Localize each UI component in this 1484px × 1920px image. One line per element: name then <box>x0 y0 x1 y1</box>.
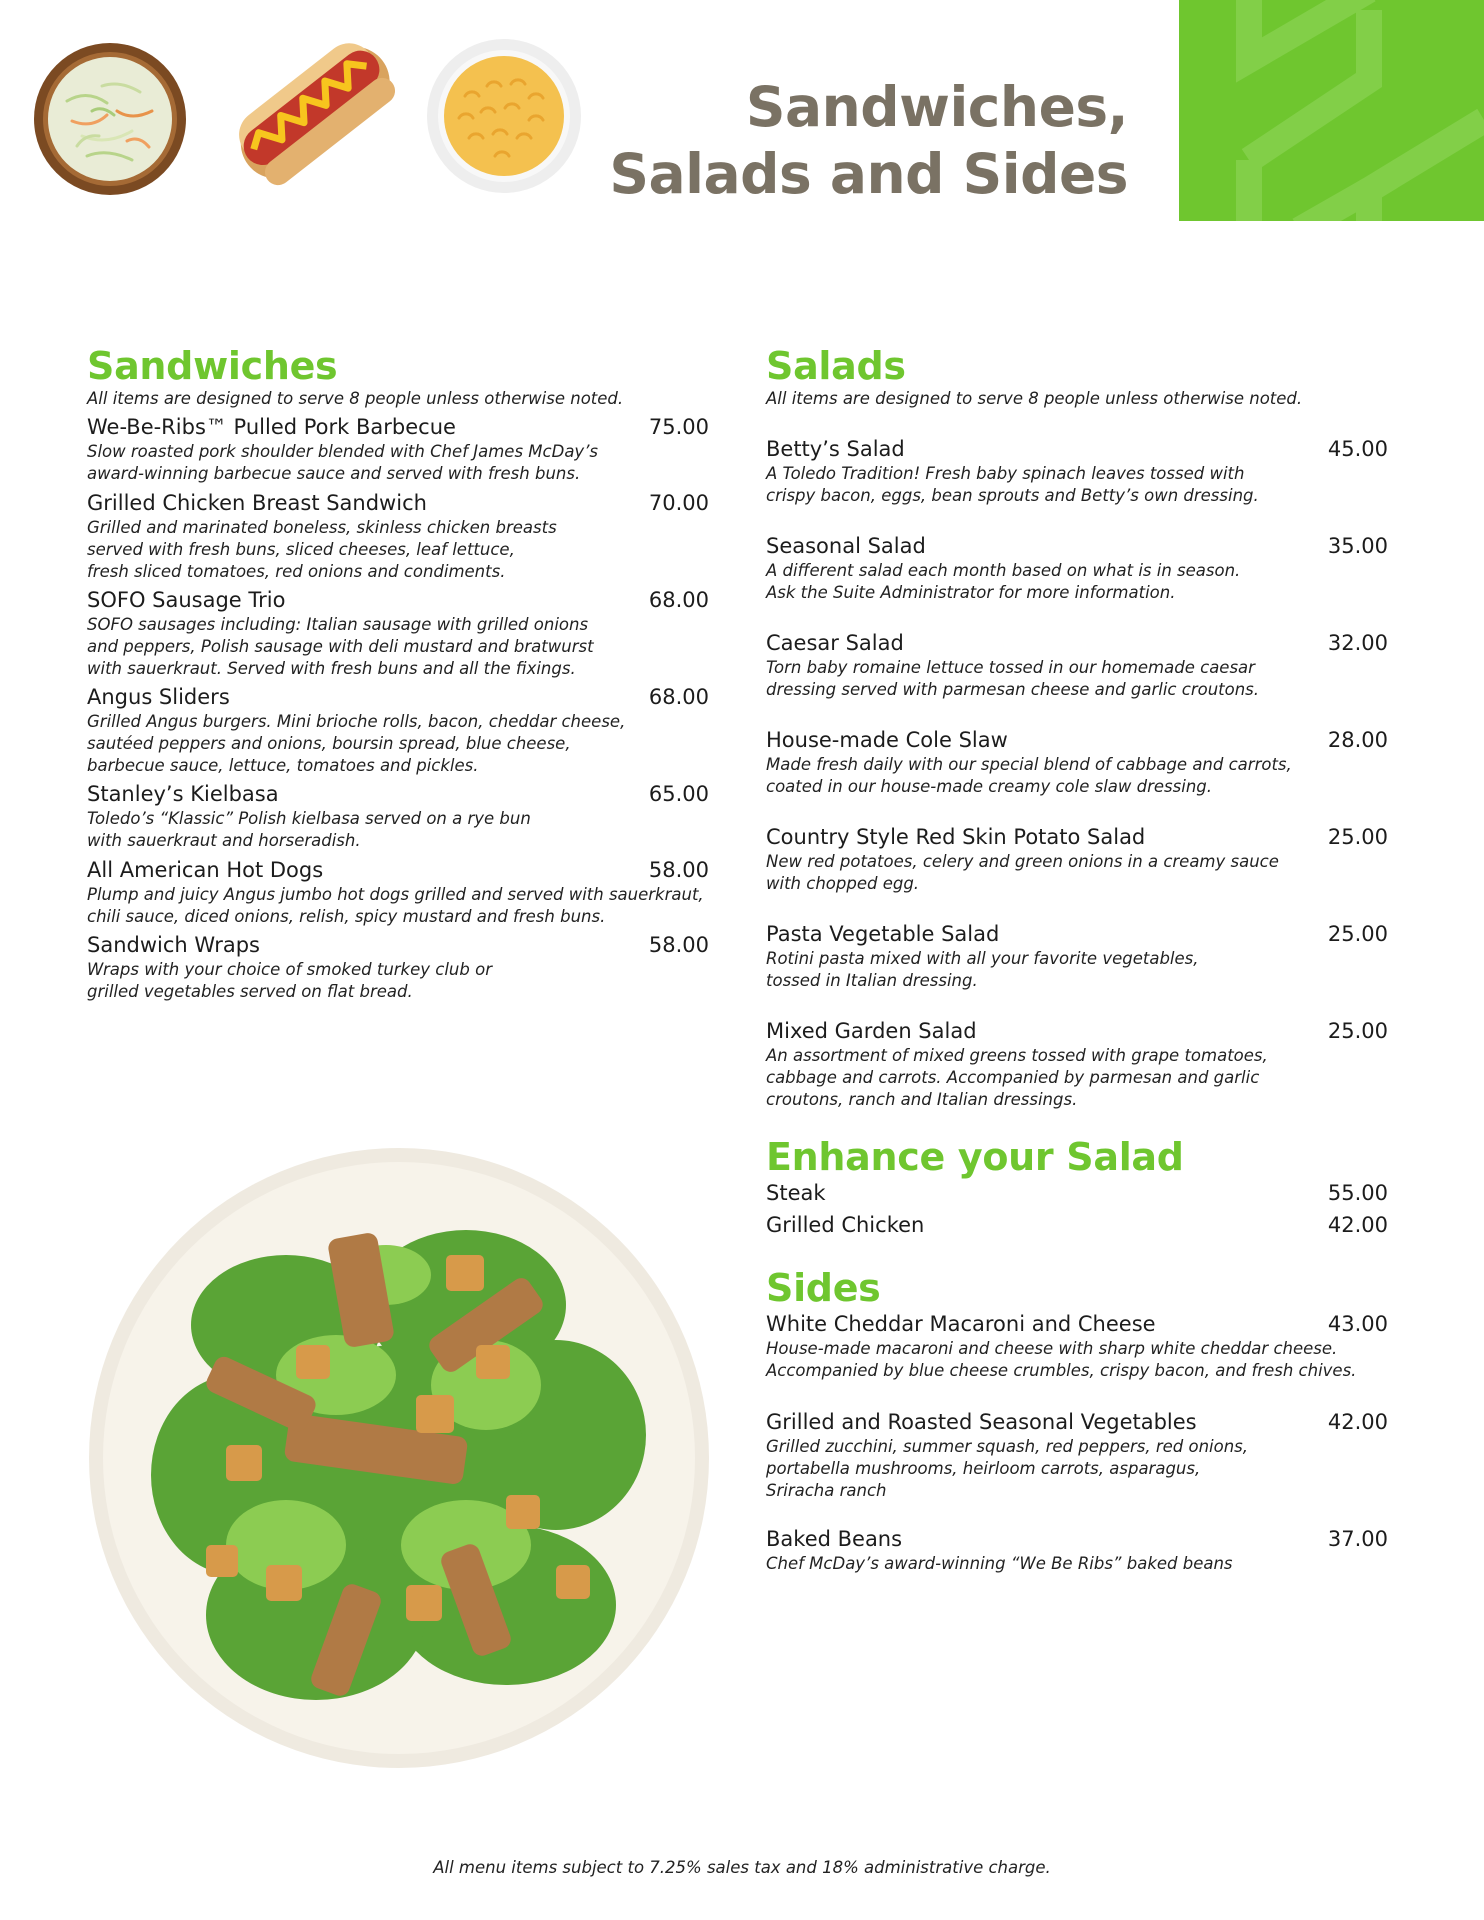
menu-item-row <box>766 1408 1388 1436</box>
corner-decoration <box>1179 0 1484 221</box>
menu-item-name: Betty’s Salad <box>766 437 905 461</box>
menu-item <box>766 435 1388 507</box>
menu-item-price: 55.00 <box>1327 1181 1388 1205</box>
menu-item-row <box>766 823 1388 851</box>
menu-item-description: House-made macaroni and cheese with sharp white cheddar cheese. Accompanied by blue cheese crumbles, crispy bacon, and fresh chives. <box>766 1339 1357 1380</box>
menu-item-name: Sandwich Wraps <box>87 933 260 957</box>
menu-item-name: Country Style Red Skin Potato Salad <box>766 825 1146 849</box>
menu-item-price: 32.00 <box>1327 631 1388 655</box>
menu-item-name: Grilled Chicken Breast Sandwich <box>87 491 427 515</box>
menu-item-description: Rotini pasta mixed with all your favorite vegetables, tossed in Italian dressing. <box>766 949 1199 990</box>
menu-item-name: Steak <box>766 1181 826 1205</box>
menu-item-row <box>766 532 1388 560</box>
menu-item-row <box>766 1525 1388 1553</box>
menu-item <box>766 1408 1388 1502</box>
menu-item-price: 70.00 <box>648 491 709 515</box>
menu-item <box>766 532 1388 604</box>
menu-item-name: Baked Beans <box>766 1527 903 1551</box>
menu-item <box>766 629 1388 701</box>
sides-heading: Sides <box>766 1266 881 1310</box>
menu-item-name: SOFO Sausage Trio <box>87 588 286 612</box>
menu-item-row <box>87 489 709 517</box>
menu-item-name: Angus Sliders <box>87 685 230 709</box>
menu-item-row <box>766 629 1388 657</box>
menu-item <box>87 856 709 928</box>
enhance-section <box>766 1135 1388 1179</box>
menu-item <box>766 920 1388 992</box>
menu-item-row <box>87 413 709 441</box>
menu-item-description: Grilled zucchini, summer squash, red peppers, red onions, portabella mushrooms, heirloom carrots, asparagus, Sriracha ranch <box>766 1437 1249 1500</box>
menu-item <box>766 726 1388 798</box>
caesar-salad-image <box>86 1145 712 1775</box>
menu-item-row <box>766 1211 1388 1239</box>
menu-item-description: A Toledo Tradition! Fresh baby spinach leaves tossed with crispy bacon, eggs, bean sprouts and Betty’s own dressing. <box>766 464 1259 505</box>
menu-item <box>87 489 709 583</box>
menu-item-price: 68.00 <box>648 588 709 612</box>
menu-item-name: Mixed Garden Salad <box>766 1019 977 1043</box>
menu-item-row <box>87 931 709 959</box>
menu-item-name: All American Hot Dogs <box>87 858 324 882</box>
menu-item-price: 28.00 <box>1327 728 1388 752</box>
hot-dog-image <box>221 16 407 210</box>
menu-item-price: 42.00 <box>1327 1213 1388 1237</box>
menu-item-price: 42.00 <box>1327 1410 1388 1434</box>
salads-section <box>766 344 1388 410</box>
menu-item-row <box>766 1179 1388 1207</box>
menu-item <box>87 413 709 485</box>
sandwiches-heading: Sandwiches <box>87 344 338 388</box>
menu-item-description: A different salad each month based on what is in season. Ask the Suite Administrator for more information. <box>766 561 1241 602</box>
menu-item-price: 75.00 <box>648 415 709 439</box>
sandwiches-section <box>87 344 710 410</box>
menu-item-description: Made fresh daily with our special blend of cabbage and carrots, coated in our house-made creamy cole slaw dressing. <box>766 755 1292 796</box>
menu-item-row <box>766 1017 1388 1045</box>
menu-item-name: We-Be-Ribs™ Pulled Pork Barbecue <box>87 415 456 439</box>
menu-item-name: Grilled Chicken <box>766 1213 925 1237</box>
menu-item-price: 58.00 <box>648 933 709 957</box>
salads-note: All items are designed to serve 8 people unless otherwise noted. <box>766 389 1303 408</box>
menu-item <box>766 1310 1388 1382</box>
menu-item-description: Chef McDay’s award-winning “We Be Ribs” baked beans <box>766 1554 1233 1573</box>
sandwiches-note: All items are designed to serve 8 people unless otherwise noted. <box>87 389 624 408</box>
menu-item-name: Seasonal Salad <box>766 534 926 558</box>
menu-item-description: Wraps with your choice of smoked turkey club or grilled vegetables served on flat bread. <box>87 960 492 1001</box>
menu-item-row <box>87 780 709 808</box>
menu-item-name: Caesar Salad <box>766 631 904 655</box>
menu-item-price: 43.00 <box>1327 1312 1388 1336</box>
menu-item-row <box>87 856 709 884</box>
menu-item-description: Grilled and marinated boneless, skinless chicken breasts served with fresh buns, sliced cheeses, leaf lettuce, fresh sliced tomatoes, red onions and condiments. <box>87 518 557 581</box>
menu-item-row <box>766 435 1388 463</box>
menu-item-row <box>87 586 709 614</box>
menu-item-price: 25.00 <box>1327 825 1388 849</box>
menu-item-name: White Cheddar Macaroni and Cheese <box>766 1312 1156 1336</box>
coleslaw-bowl-image <box>32 41 188 201</box>
menu-item <box>87 931 709 1003</box>
menu-item-name: Pasta Vegetable Salad <box>766 922 1000 946</box>
menu-item-name: Stanley’s Kielbasa <box>87 782 279 806</box>
enhance-heading: Enhance your Salad <box>766 1135 1184 1179</box>
menu-item <box>766 1017 1388 1111</box>
menu-item <box>766 1211 1388 1239</box>
menu-item-price: 68.00 <box>648 685 709 709</box>
menu-item-description: New red potatoes, celery and green onions in a creamy sauce with chopped egg. <box>766 852 1279 893</box>
menu-item-description: SOFO sausages including: Italian sausage with grilled onions and peppers, Polish sausage with deli mustard and bratwurst with sauerkraut. Served with fresh buns and all the fixings. <box>87 615 594 678</box>
menu-item-row <box>87 683 709 711</box>
menu-item-price: 25.00 <box>1327 1019 1388 1043</box>
title-line-2: Salads and Sides <box>609 142 1128 206</box>
menu-item <box>87 780 709 852</box>
menu-item-description: An assortment of mixed greens tossed with grape tomatoes, cabbage and carrots. Accompanied by parmesan and garlic croutons, ranch and Italian dressings. <box>766 1046 1268 1109</box>
menu-item-price: 58.00 <box>648 858 709 882</box>
menu-item-price: 45.00 <box>1327 437 1388 461</box>
sides-section <box>766 1266 1388 1310</box>
menu-item-description: Plump and juicy Angus jumbo hot dogs grilled and served with sauerkraut, chili sauce, diced onions, relish, spicy mustard and fresh buns. <box>87 885 704 926</box>
menu-item <box>766 1525 1388 1575</box>
menu-item-price: 35.00 <box>1327 534 1388 558</box>
menu-item <box>87 683 709 777</box>
chevron-pattern-icon <box>1179 0 1484 221</box>
menu-item-description: Grilled Angus burgers. Mini brioche rolls, bacon, cheddar cheese, sautéed peppers and onions, boursin spread, blue cheese, barbecue sauce, lettuce, tomatoes and pickles. <box>87 712 626 775</box>
macaroni-bowl-image <box>425 36 583 200</box>
menu-item-row <box>766 1310 1388 1338</box>
menu-item-description: Slow roasted pork shoulder blended with Chef James McDay’s award-winning barbecue sauce and served with fresh buns. <box>87 442 599 483</box>
menu-item <box>766 823 1388 895</box>
menu-item-name: Grilled and Roasted Seasonal Vegetables <box>766 1410 1197 1434</box>
menu-item-row <box>766 920 1388 948</box>
menu-item-price: 37.00 <box>1327 1527 1388 1551</box>
title-line-1: Sandwiches, <box>745 75 1128 139</box>
menu-item-price: 25.00 <box>1327 922 1388 946</box>
menu-item <box>87 586 709 680</box>
menu-item-name: House-made Cole Slaw <box>766 728 1008 752</box>
footer-note: All menu items subject to 7.25% sales tax and 18% administrative charge. <box>433 1858 1051 1877</box>
menu-item <box>766 1179 1388 1207</box>
page-title <box>609 74 1128 208</box>
menu-item-description: Torn baby romaine lettuce tossed in our homemade caesar dressing served with parmesan cheese and garlic croutons. <box>766 658 1260 699</box>
salads-heading: Salads <box>766 344 906 388</box>
menu-item-row <box>766 726 1388 754</box>
menu-item-description: Toledo’s “Klassic” Polish kielbasa served on a rye bun with sauerkraut and horseradish. <box>87 809 531 850</box>
menu-item-price: 65.00 <box>648 782 709 806</box>
